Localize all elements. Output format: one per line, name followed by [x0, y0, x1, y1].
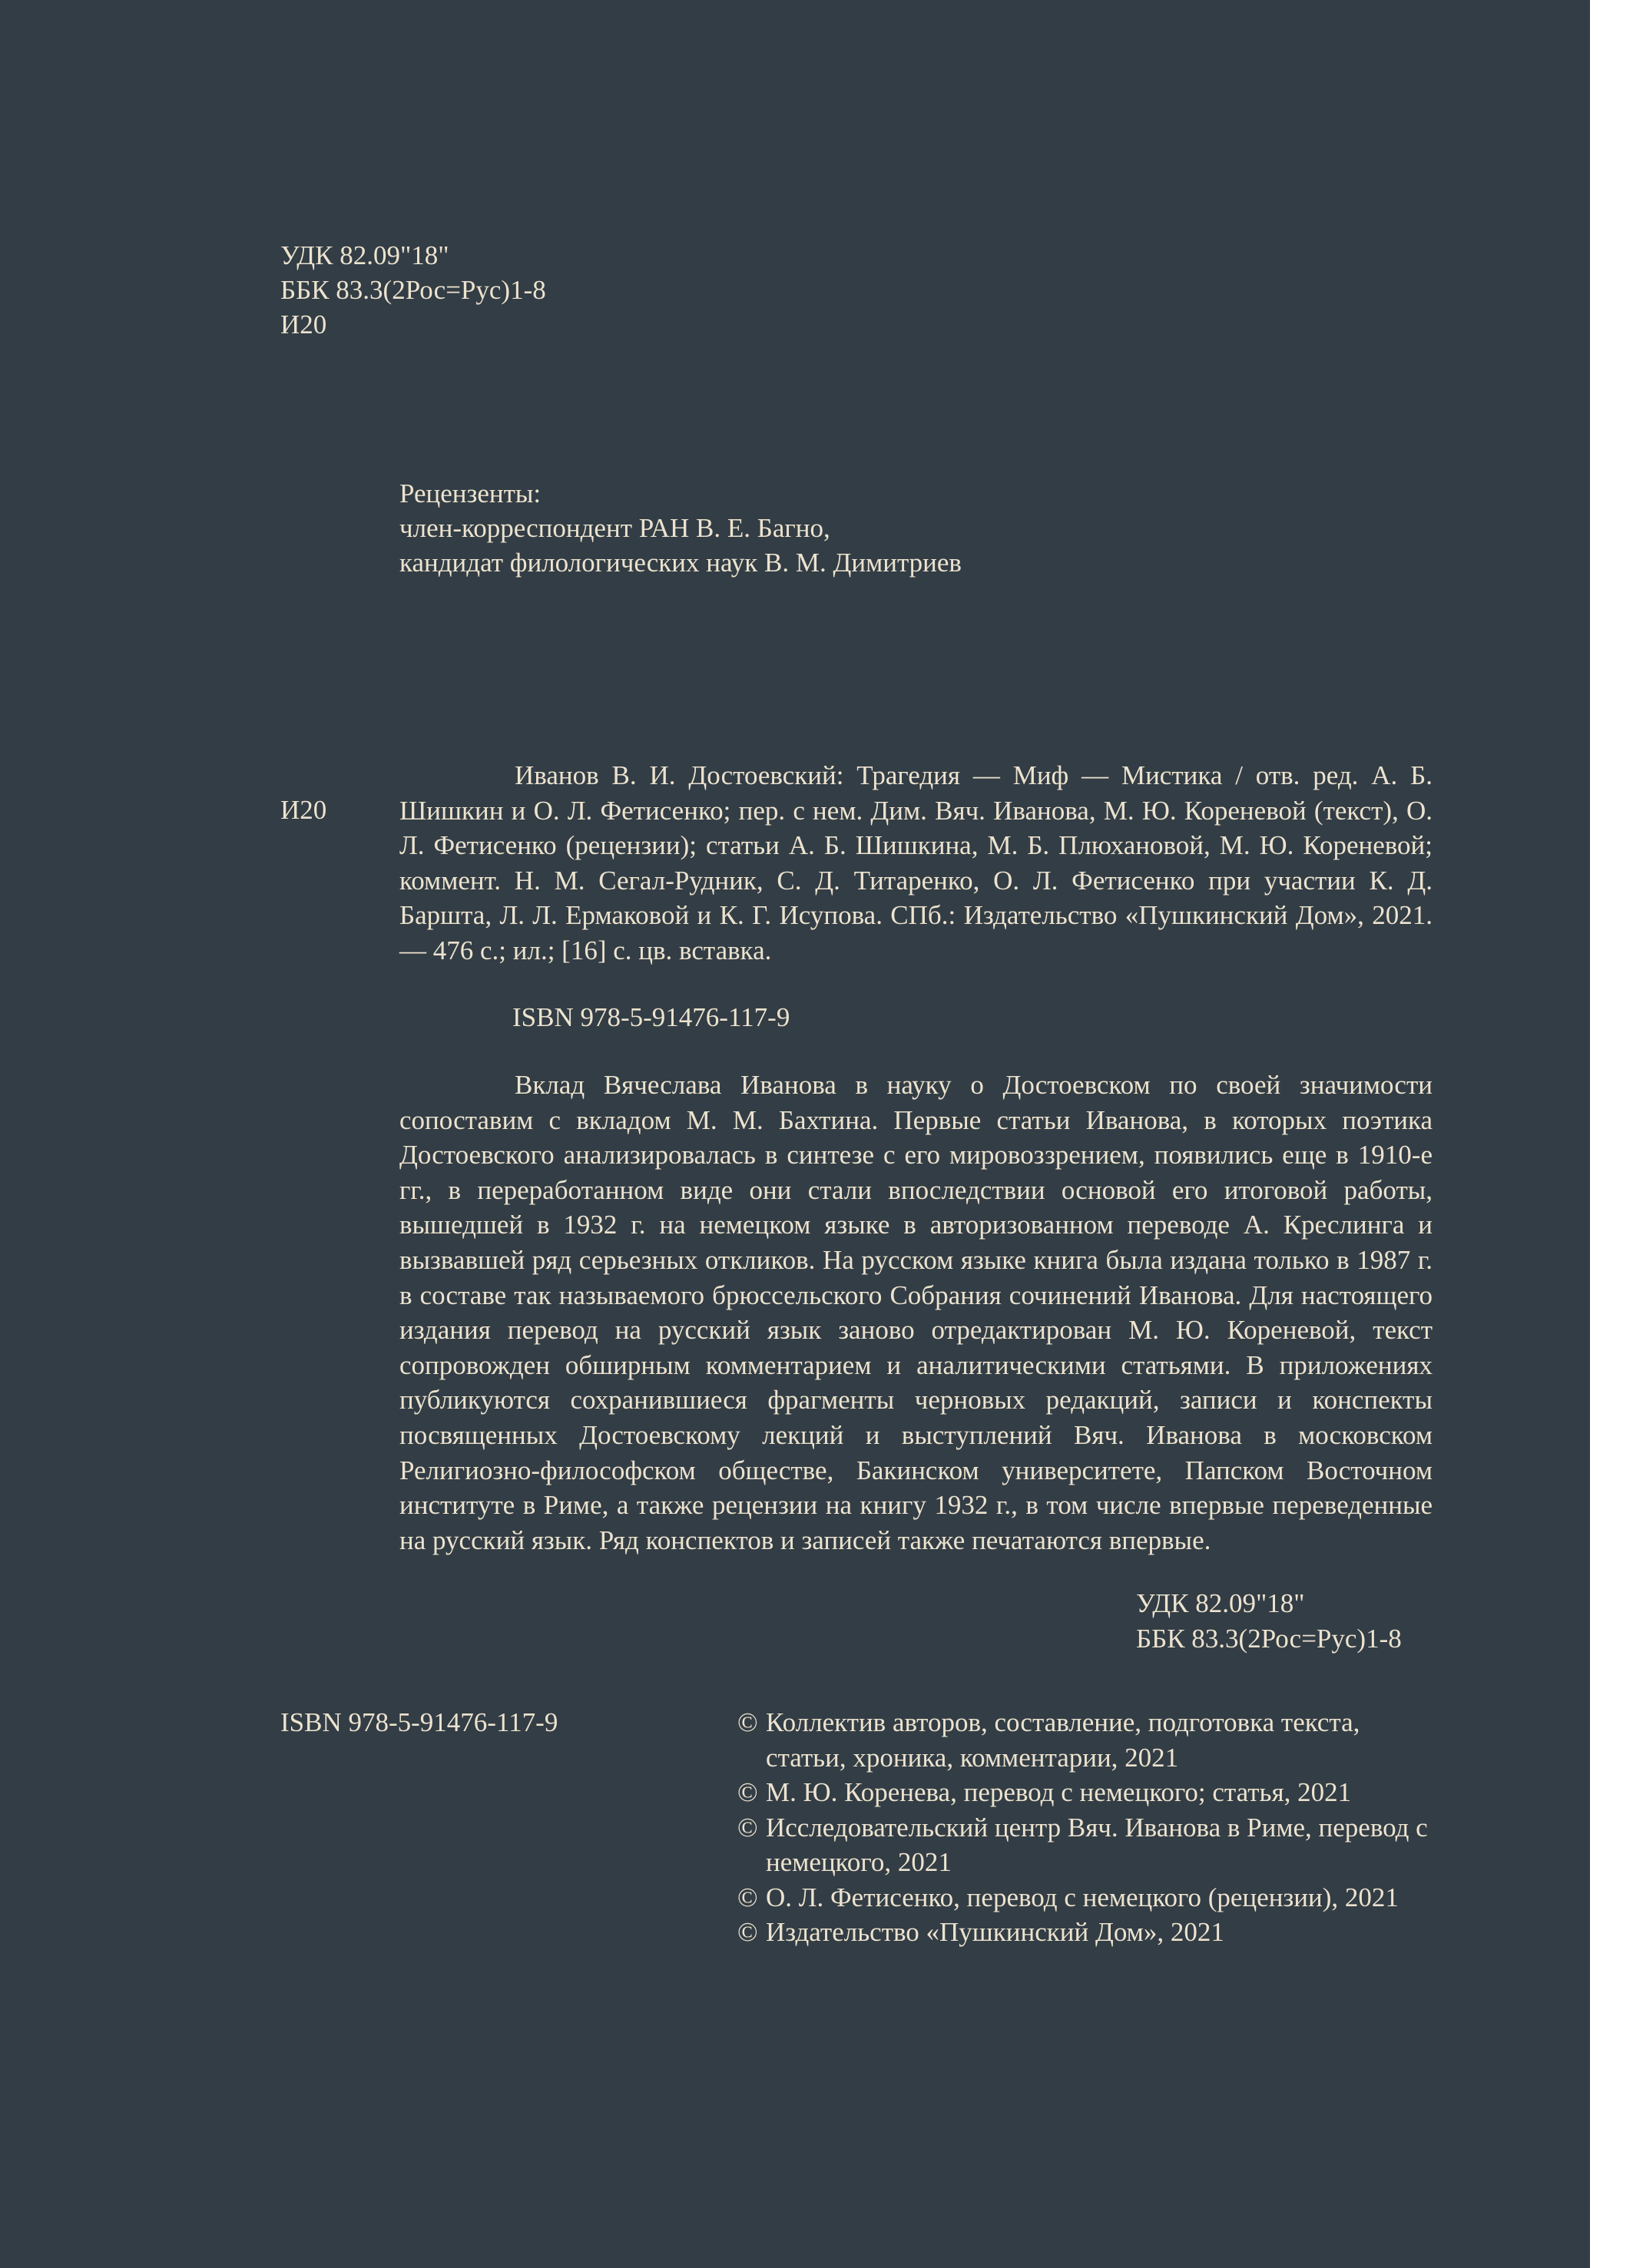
copyright-text: О. Л. Фетисенко, перевод с немецкого (рецензии), 2021	[766, 1882, 1399, 1912]
copyright-text: Коллектив авторов, составление, подготовка текста, статьи, хроника, комментарии, 2021	[766, 1707, 1360, 1773]
copyright-text: Исследовательский центр Вяч. Иванова в Риме, перевод с немецкого, 2021	[766, 1812, 1428, 1877]
copyright-text: Издательство «Пушкинский Дом», 2021	[766, 1917, 1224, 1947]
author-mark-record: И20	[280, 795, 327, 825]
bibliographic-record: Иванов В. И. Достоевский: Трагедия — Миф — Мистика / отв. ред. А. Б. Шишкин и О. Л. Фетисенко; пер. с нем. Дим. Вяч. Иванова, М. Ю. Кореневой (текст), О. Л. Фетисенко (рецензии); статьи А. Б. Шишкина, М. Б. Плюхановой, М. Ю. Кореневой; коммент. Н. М. Сегал-Рудник, С. Д. Титаренко, О. Л. Фетисенко при участии К. Д. Баршта, Л. Л. Ермаковой и К. Г. Исупова. СПб.: Издательство «Пушкинский Дом», 2021. — 476 с.; ил.; [16] с. цв. вставка.	[399, 760, 1433, 965]
udk-code-top: УДК 82.09"18"	[280, 240, 449, 270]
copyright-item	[737, 1880, 1444, 1915]
udk-code-bottom: УДК 82.09"18"	[1136, 1588, 1305, 1618]
reviewer-1: член-корреспондент РАН В. Е. Багно,	[399, 513, 830, 543]
copyright-text: М. Ю. Коренева, перевод с немецкого; статья, 2021	[766, 1777, 1352, 1807]
author-mark-top: И20	[280, 310, 327, 339]
copyright-item	[737, 1915, 1444, 1950]
copyright-item	[737, 1775, 1444, 1810]
copyright-sign: ©	[737, 1917, 758, 1947]
isbn-bottom: ISBN 978-5-91476-117-9	[280, 1707, 558, 1737]
copyright-list	[737, 1705, 1444, 1950]
bbk-code-top: ББК 83.3(2Рос=Рус)1-8	[280, 275, 546, 305]
annotation: Вклад Вячеслава Иванова в науку о Достоевском по своей значимости сопоставим с вкладом М. М. Бахтина. Первые статьи Иванова, в которых поэтика Достоевского анализировалась в синтезе с его мировоззрением, появились еще в 1910-е гг., в переработанном виде они стали впоследствии основой его итоговой работы, вышедшей в 1932 г. на немецком языке в авторизованном переводе А. Креслинга и вызвавшей ряд серьезных откликов. На русском языке книга была издана только в 1987 г. в составе так называемого брюссельского Собрания сочинений Иванова. Для настоящего издания перевод на русский язык заново отредактирован М. Ю. Кореневой, текст сопровожден обширным комментарием и аналитическими статьями. В приложениях публикуются сохранившиеся фрагменты черновых редакций, записи и конспекты посвященных Достоевскому лекций и выступлений Вяч. Иванова в московском Религиозно-философском обществе, Бакинском университете, Папском Восточном институте в Риме, а также рецензии на книгу 1932 г., в том числе впервые переведенные на русский язык. Ряд конспектов и записей также печатаются впервые.	[399, 1070, 1433, 1555]
copyright-item	[737, 1810, 1444, 1880]
reviewer-2: кандидат филологических наук В. М. Димитриев	[399, 548, 962, 578]
bbk-code-bottom: ББК 83.3(2Рос=Рус)1-8	[1136, 1624, 1402, 1654]
copyright-sign: ©	[737, 1777, 758, 1807]
copyright-item	[737, 1705, 1444, 1775]
isbn-record: ISBN 978-5-91476-117-9	[512, 1002, 790, 1032]
reviewers-heading: Рецензенты:	[399, 478, 542, 508]
copyright-sign: ©	[737, 1812, 758, 1843]
copyright-sign: ©	[737, 1882, 758, 1912]
copyright-sign: ©	[737, 1707, 758, 1737]
